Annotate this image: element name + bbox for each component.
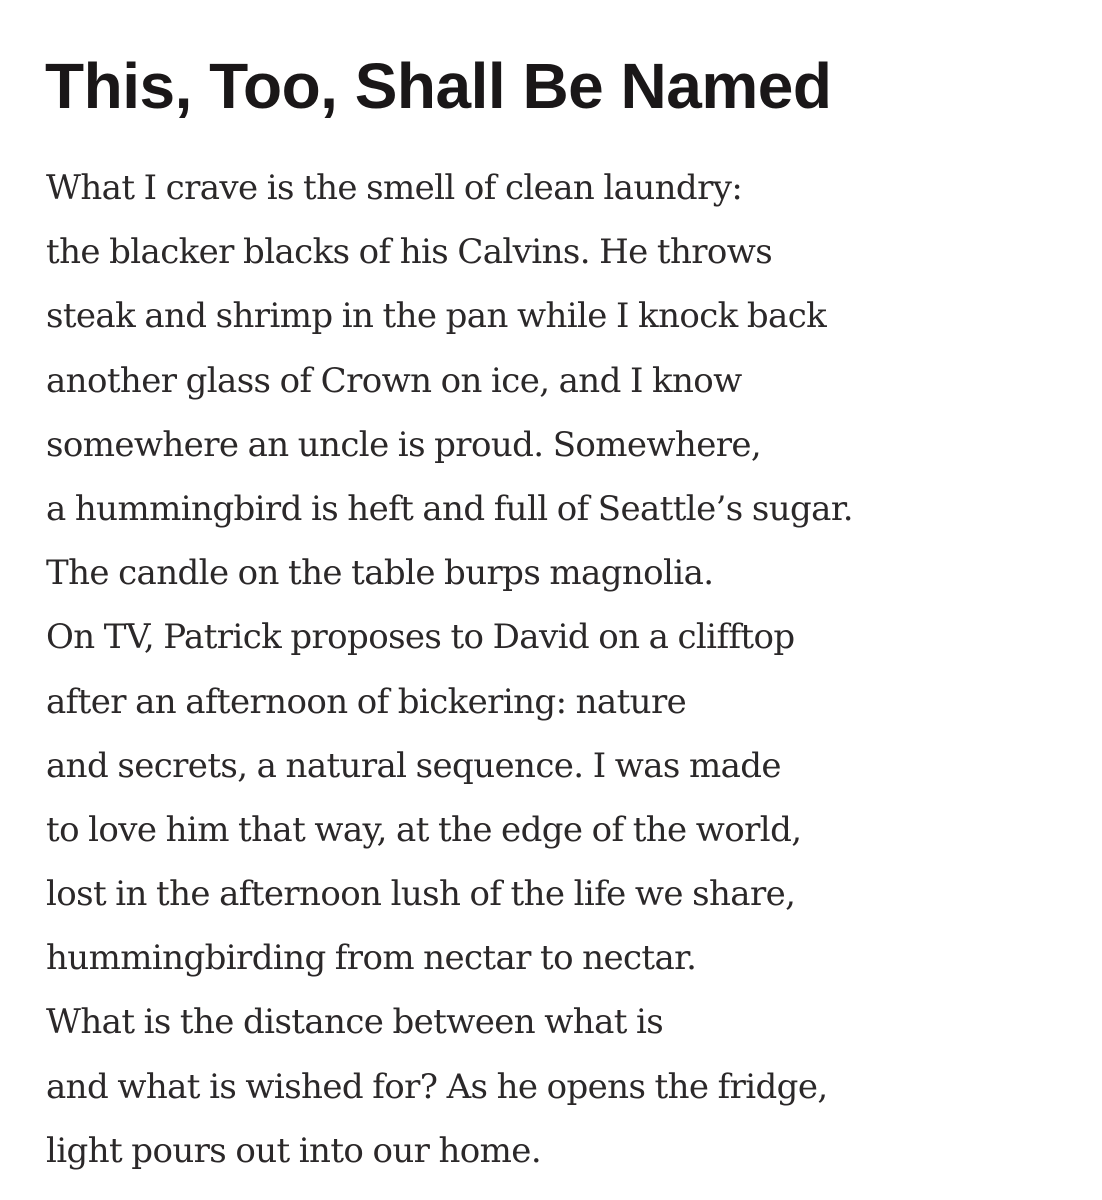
poem-line: another glass of Crown on ice, and I know	[46, 360, 742, 401]
poem-line: light pours out into our home.	[46, 1130, 542, 1171]
poem-line: lost in the afternoon lush of the life we share,	[46, 874, 796, 915]
poem-line: What I crave is the smell of clean laundry:	[46, 168, 743, 208]
poem-line: and what is wished for? As he opens the fridge,	[46, 1066, 828, 1107]
poem-title: This, Too, Shall Be Named	[45, 50, 832, 122]
poem-line: On TV, Patrick proposes to David on a clifftop	[46, 617, 795, 658]
poem-body	[46, 156, 853, 1183]
poem-line: What is the distance between what is	[46, 1002, 664, 1043]
poem-line: a hummingbird is heft and full of Seattle’s sugar.	[46, 488, 853, 529]
poem-line: The candle on the table burps magnolia.	[46, 553, 714, 594]
poem-line: somewhere an uncle is proud. Somewhere,	[46, 424, 762, 465]
poem-line: hummingbirding from nectar to nectar.	[46, 938, 697, 979]
poem-line: after an afternoon of bickering: nature	[46, 681, 687, 722]
poem-line: steak and shrimp in the pan while I knock back	[46, 296, 827, 337]
poem-line: and secrets, a natural sequence. I was made	[46, 745, 781, 786]
poem-line: to love him that way, at the edge of the world,	[46, 809, 802, 850]
poem-line: the blacker blacks of his Calvins. He throws	[46, 232, 773, 273]
